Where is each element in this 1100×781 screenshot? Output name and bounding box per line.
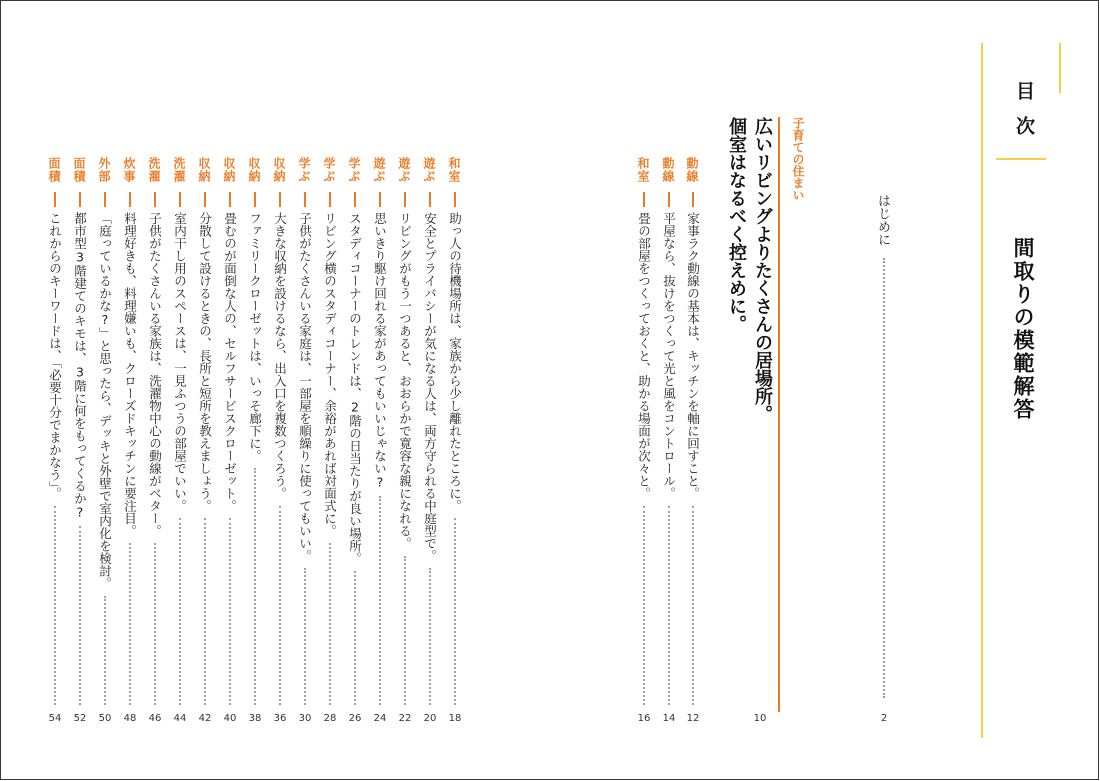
entry-dash xyxy=(254,192,256,207)
entry-page-number: 38 xyxy=(248,713,262,724)
entry-title: 室内干し用のスペースは、一見ふつうの部屋でいい。 xyxy=(172,212,188,512)
entry-category: 洗濯 xyxy=(147,157,161,183)
entry-page-number: 46 xyxy=(148,713,162,724)
entry-title: 畳の部屋をつくっておくと、助かる場面が次々と。 xyxy=(636,212,652,500)
toc-entry xyxy=(682,157,706,727)
entry-dash xyxy=(229,192,231,207)
entry-title: 都市型3階建てのキモは、3階に何をもってくるか? xyxy=(72,212,88,520)
toc-entry xyxy=(344,157,368,727)
toc-entry xyxy=(244,157,268,727)
toc-entry xyxy=(633,157,657,727)
entry-dash xyxy=(329,192,331,207)
entry-leader-dots xyxy=(643,506,645,705)
entry-dash xyxy=(454,192,456,207)
chapter-page-number: 10 xyxy=(753,713,767,724)
entry-title: 思いきり駆け回れる家があってもいいじゃない? xyxy=(372,212,388,490)
toc-entry xyxy=(269,157,293,727)
entry-title: 助っ人の待機場所は、家族から少し離れたところに。 xyxy=(447,212,463,512)
entry-title: 平屋なら、抜けをつくって光と風をコントロール。 xyxy=(661,212,677,500)
entry-title: ファミリークローゼットは、いっそ廊下に。 xyxy=(247,212,263,462)
entry-leader-dots xyxy=(254,468,256,705)
entry-page-number: 22 xyxy=(398,713,412,724)
entry-category: 動線 xyxy=(661,157,675,183)
entry-page-number: 50 xyxy=(98,713,112,724)
entry-leader-dots xyxy=(429,568,431,705)
toc-entry xyxy=(44,157,68,727)
toc-entry xyxy=(94,157,118,727)
toc-entry xyxy=(294,157,318,727)
entry-leader-dots xyxy=(229,518,231,705)
entry-page-number: 16 xyxy=(637,713,651,724)
entry-dash xyxy=(379,192,381,207)
entry-category: 遊ぶ xyxy=(372,157,386,183)
entry-category: 面積 xyxy=(72,157,86,183)
chapter-title-line2: 個室はなるべく控えめに。 xyxy=(726,117,747,333)
entry-title: 大きな収納を設けるなら、出入口を複数つくろう。 xyxy=(272,212,288,500)
entry-page-number: 48 xyxy=(123,713,137,724)
entry-category: 学ぶ xyxy=(297,157,311,183)
intro-label: はじめに xyxy=(875,194,890,246)
entry-category: 遊ぶ xyxy=(422,157,436,183)
entry-dash xyxy=(204,192,206,207)
entry-page-number: 44 xyxy=(173,713,187,724)
entry-leader-dots xyxy=(379,496,381,705)
toc-entry xyxy=(169,157,193,727)
entry-page-number: 20 xyxy=(423,713,437,724)
toc-entry xyxy=(444,157,468,727)
entry-dash xyxy=(104,192,106,207)
entry-page-number: 24 xyxy=(373,713,387,724)
entry-category: 和室 xyxy=(447,157,461,183)
entry-page-number: 28 xyxy=(323,713,337,724)
entry-dash xyxy=(179,192,181,207)
entry-category: 収納 xyxy=(272,157,286,183)
entry-leader-dots xyxy=(668,506,670,705)
entry-category: 収納 xyxy=(197,157,211,183)
entry-category: 収納 xyxy=(247,157,261,183)
entry-dash xyxy=(279,192,281,207)
toc-entry xyxy=(219,157,243,727)
entry-category: 面積 xyxy=(47,157,61,183)
entry-dash xyxy=(354,192,356,207)
entry-dash xyxy=(54,192,56,207)
entry-leader-dots xyxy=(54,506,56,705)
entry-leader-dots xyxy=(404,556,406,705)
entry-leader-dots xyxy=(204,518,206,705)
entry-category: 収納 xyxy=(222,157,236,183)
entry-category: 動線 xyxy=(685,157,699,183)
entry-leader-dots xyxy=(304,568,306,705)
toc-entry xyxy=(369,157,393,727)
entry-leader-dots xyxy=(279,506,281,705)
entry-category: 洗濯 xyxy=(172,157,186,183)
chapter-rule xyxy=(778,117,780,712)
entry-category: 学ぶ xyxy=(322,157,336,183)
entry-dash xyxy=(692,192,694,207)
entry-page-number: 52 xyxy=(73,713,87,724)
toc-entry xyxy=(394,157,418,727)
entry-page-number: 18 xyxy=(448,713,462,724)
intro-leader-dots xyxy=(883,258,885,698)
toc-entry xyxy=(419,157,443,727)
entry-leader-dots xyxy=(354,571,356,705)
contents-heading: 目次 xyxy=(1013,81,1035,151)
entry-title: 家事ラク動線の基本は、キッチンを軸に回すこと。 xyxy=(685,212,701,500)
entry-title: リビング横のスタディコーナー、余裕があれば対面式に。 xyxy=(322,212,338,537)
intro-page-number: 2 xyxy=(880,713,888,724)
entry-dash xyxy=(643,192,645,207)
entry-category: 和室 xyxy=(636,157,650,183)
entry-dash xyxy=(79,192,81,207)
entry-leader-dots xyxy=(129,543,131,705)
entry-dash xyxy=(129,192,131,207)
entry-title: 料理好きも、料理嫌いも、クローズドキッチンに要注目。 xyxy=(122,212,138,537)
entry-page-number: 36 xyxy=(273,713,287,724)
entry-title: 安全とプライバシーが気になる人は、両方守られる中庭型で。 xyxy=(422,212,438,562)
entry-dash xyxy=(668,192,670,207)
toc-entry xyxy=(194,157,218,727)
header-rule-right xyxy=(1059,43,1061,93)
entry-page-number: 12 xyxy=(686,713,700,724)
toc-entry xyxy=(69,157,93,727)
entry-page-number: 14 xyxy=(662,713,676,724)
toc-entry xyxy=(144,157,168,727)
entry-dash xyxy=(404,192,406,207)
book-title: 間取りの模範解答 xyxy=(1011,237,1035,421)
entry-leader-dots xyxy=(692,506,694,705)
entry-title: 子供がたくさんいる家族は、洗濯物中心の動線がベター。 xyxy=(147,212,163,537)
entry-leader-dots xyxy=(454,518,456,705)
toc-entry xyxy=(119,157,143,727)
entry-page-number: 30 xyxy=(298,713,312,724)
entry-title: 「庭っているかな?」と思ったら、デッキと外壁で室内化を検討。 xyxy=(97,212,113,590)
entry-category: 遊ぶ xyxy=(397,157,411,183)
entry-leader-dots xyxy=(179,518,181,705)
entry-dash xyxy=(429,192,431,207)
entry-page-number: 42 xyxy=(198,713,212,724)
entry-dash xyxy=(154,192,156,207)
entry-page-number: 26 xyxy=(348,713,362,724)
entry-page-number: 54 xyxy=(48,713,62,724)
header-separator xyxy=(996,158,1046,160)
toc-entry xyxy=(319,157,343,727)
entry-title: スタディコーナーのトレンドは、2階の日当たりが良い場所。 xyxy=(347,212,363,565)
entry-title: 分散して設けるときの、長所と短所を教えましょう。 xyxy=(197,212,213,512)
toc-entry xyxy=(658,157,682,727)
entry-category: 外部 xyxy=(97,157,111,183)
entry-page-number: 40 xyxy=(223,713,237,724)
entry-category: 炊事 xyxy=(122,157,136,183)
entry-title: 畳むのが面倒な人の、セルフサービスクローゼット。 xyxy=(222,212,238,512)
entry-leader-dots xyxy=(104,596,106,705)
header-rule-left xyxy=(981,43,983,738)
entry-leader-dots xyxy=(154,543,156,705)
entry-category: 学ぶ xyxy=(347,157,361,183)
chapter-title-line1: 広いリビングよりたくさんの居場所。 xyxy=(752,117,773,423)
entry-title: これからのキーワードは、「必要十分でまかなう」。 xyxy=(47,212,63,500)
entry-title: 子供がたくさんいる家庭は、一部屋を順繰りに使ってもいい。 xyxy=(297,212,313,562)
entry-leader-dots xyxy=(329,543,331,705)
entry-title: リビングがもう一つあると、おおらかで寛容な親になれる。 xyxy=(397,212,413,550)
entry-leader-dots xyxy=(79,526,81,705)
chapter-label: 子育ての住まい xyxy=(791,117,805,201)
entry-dash xyxy=(304,192,306,207)
